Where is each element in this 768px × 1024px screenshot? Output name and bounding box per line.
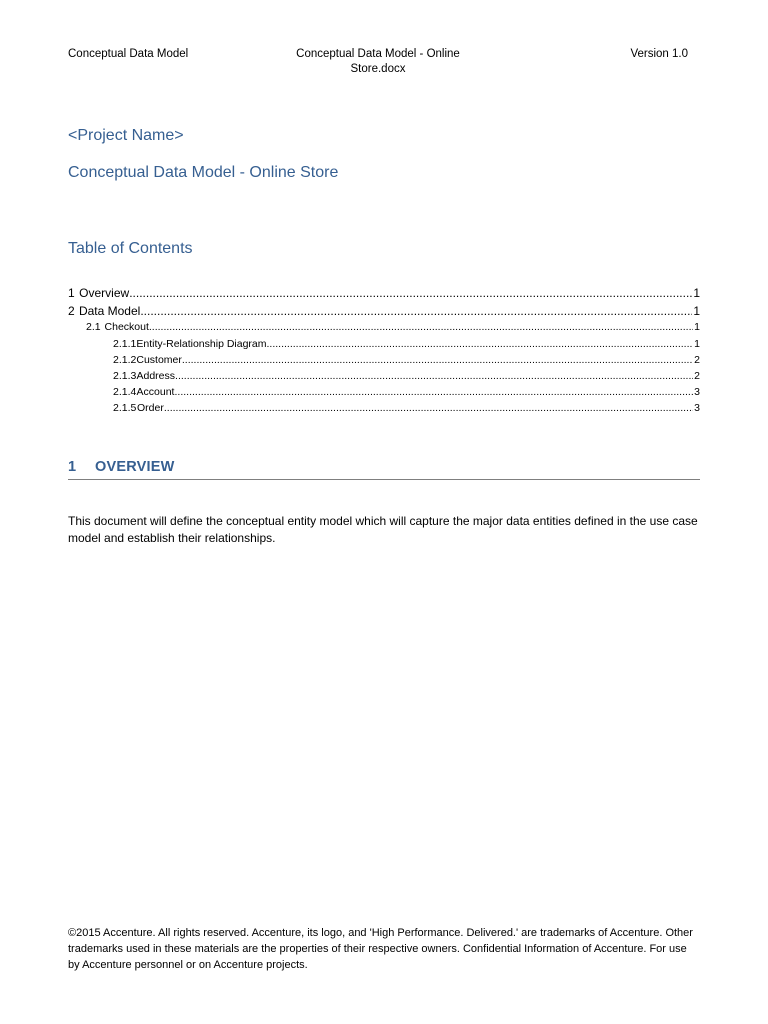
toc-entry-page: 1	[694, 321, 700, 333]
toc-leader-dots	[182, 352, 693, 368]
toc-entry[interactable]	[68, 384, 700, 400]
toc-entry[interactable]	[68, 352, 700, 368]
toc-leader-dots	[140, 302, 692, 320]
toc-leader-dots	[164, 400, 693, 416]
toc-entry-label: Checkout	[104, 321, 149, 333]
toc-leader-dots	[149, 320, 693, 336]
project-name: <Project Name>	[68, 127, 184, 144]
toc-entry-number: 2.1.1	[113, 337, 137, 350]
toc-leader-dots	[267, 336, 694, 352]
toc-entry[interactable]	[68, 284, 700, 302]
toc-entry-number: 2.1.5	[113, 401, 137, 414]
toc-entry[interactable]	[68, 320, 700, 336]
copyright-footer: ©2015 Accenture. All rights reserved. Accenture, its logo, and 'High Performance. Delivered.' are trademarks of Accenture. Other trademarks used in these materials are the properties of their respective owners. Confidential Information of Accenture. For use by Accenture personnel or on Accenture projects.	[68, 927, 693, 971]
toc-entry-page: 3	[694, 385, 700, 398]
toc-entry-label: Customer	[136, 353, 182, 366]
toc-entry-page: 2	[694, 353, 700, 366]
toc-entry-page: 1	[693, 304, 700, 318]
toc-entry-page: 1	[693, 286, 700, 300]
header-version: Version 1.0	[630, 48, 688, 60]
toc-entry-label: Entity-Relationship Diagram	[136, 337, 267, 350]
toc-entry-label: Account	[136, 385, 175, 398]
toc-leader-dots	[175, 368, 693, 384]
toc-leader-dots	[129, 284, 692, 302]
toc-entry[interactable]	[68, 400, 700, 416]
overview-paragraph: This document will define the conceptual entity model which will capture the major data entities defined in the use case model and establish their relationships.	[68, 514, 698, 545]
toc-entry-number: 1	[68, 286, 75, 300]
section-title: OVERVIEW	[95, 459, 175, 475]
header-left: Conceptual Data Model	[68, 48, 189, 60]
toc-entry-label: Order	[137, 401, 164, 414]
toc-entry-number: 2.1.3	[113, 369, 137, 382]
toc-entry-number: 2.1.4	[113, 385, 137, 398]
toc-entry-label: Data Model	[78, 304, 141, 318]
toc-entry-label: Address	[136, 369, 176, 382]
toc-entry-label: Overview	[79, 286, 130, 300]
section-heading-overview	[68, 459, 700, 480]
toc-entry-number: 2.1.2	[113, 353, 137, 366]
toc-leader-dots	[174, 384, 693, 400]
section-number: 1	[68, 459, 77, 475]
table-of-contents	[68, 284, 700, 416]
toc-entry-page: 2	[694, 369, 700, 382]
toc-entry-page: 1	[694, 337, 700, 350]
toc-entry[interactable]	[68, 368, 700, 384]
toc-entry-page: 3	[694, 401, 700, 414]
header-center: Conceptual Data Model - Online Store.docx	[296, 48, 460, 75]
toc-entry[interactable]	[68, 302, 700, 320]
toc-entry-number: 2.1	[86, 321, 101, 333]
toc-entry[interactable]	[68, 336, 700, 352]
toc-heading: Table of Contents	[68, 240, 193, 257]
toc-entry-number: 2	[68, 304, 75, 318]
document-title: Conceptual Data Model - Online Store	[68, 164, 339, 181]
